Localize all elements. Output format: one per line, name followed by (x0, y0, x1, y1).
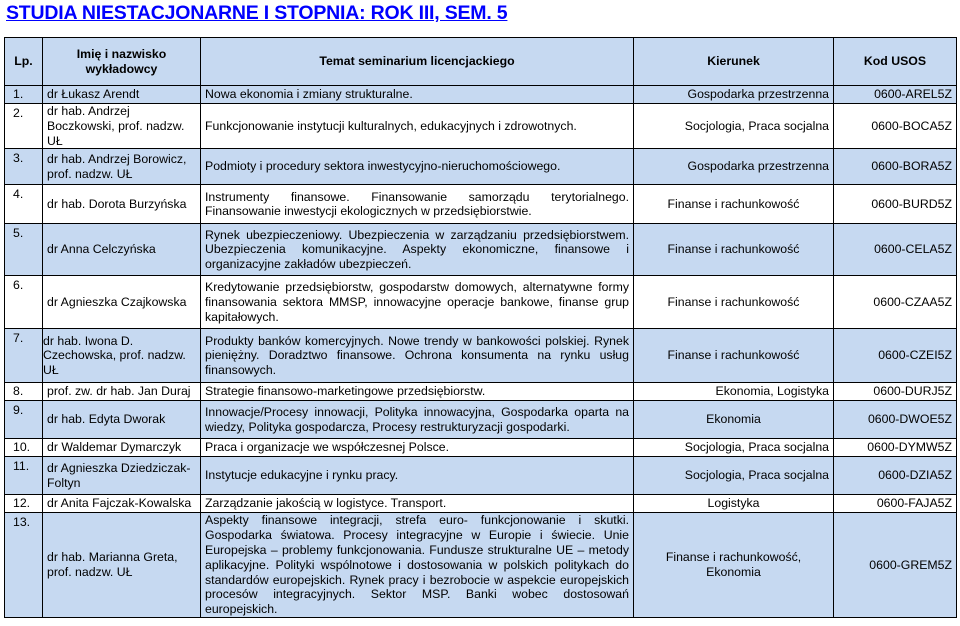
row-lecturer: dr hab. Marianna Greta, prof. nadzw. UŁ (43, 513, 201, 618)
row-lp: 12. (5, 495, 43, 513)
row-lecturer: dr Anna Celczyńska (43, 224, 201, 276)
row-lp: 6. (5, 276, 43, 329)
row-lecturer: dr Anita Fajczak-Kowalska (43, 495, 201, 513)
row-lp: 5. (5, 224, 43, 276)
row-topic: Strategie finansowo-marketingowe przedsiębiorstw. (201, 383, 634, 401)
row-field: Finanse i rachunkowość (634, 185, 834, 224)
row-field: Logistyka (634, 495, 834, 513)
table-row (5, 495, 957, 513)
header-topic: Temat seminarium licencjackiego (201, 38, 634, 86)
row-lecturer: dr Łukasz Arendt (43, 86, 201, 104)
row-field: Socjologia, Praca socjalna (634, 104, 834, 149)
row-code: 0600-AREL5Z (834, 86, 957, 104)
row-code: 0600-BOCA5Z (834, 104, 957, 149)
row-topic: Podmioty i procedury sektora inwestycyjno-nieruchomościowego. (201, 149, 634, 185)
row-field: Finanse i rachunkowość, Ekonomia (634, 513, 834, 618)
seminar-table (4, 37, 957, 618)
page-title: STUDIA NIESTACJONARNE I STOPNIA: ROK III, SEM. 5 (6, 2, 508, 24)
row-lecturer: dr Agnieszka Dziedziczak-Foltyn (43, 457, 201, 495)
table-row (5, 149, 957, 185)
row-topic: Praca i organizacje we współczesnej Polsce. (201, 439, 634, 457)
row-topic: Produkty banków komercyjnych. Nowe trendy w bankowości polskiej. Rynek pieniężny. Doradztwo finansowe. Ochrona konsumenta na rynku usług finansowych. (201, 329, 634, 383)
table-row (5, 513, 957, 618)
row-topic: Nowa ekonomia i zmiany strukturalne. (201, 86, 634, 104)
row-lecturer: dr hab. Andrzej Borowicz, prof. nadzw. UŁ (43, 149, 201, 185)
row-lp: 2. (5, 104, 43, 149)
row-lp: 9. (5, 401, 43, 439)
row-code: 0600-CZEI5Z (834, 329, 957, 383)
row-code: 0600-BORA5Z (834, 149, 957, 185)
row-code: 0600-DURJ5Z (834, 383, 957, 401)
row-lecturer: dr hab. Dorota Burzyńska (43, 185, 201, 224)
table-row (5, 457, 957, 495)
header-lp: Lp. (5, 38, 43, 86)
row-code: 0600-GREM5Z (834, 513, 957, 618)
row-lecturer: dr hab. Iwona D. Czechowska, prof. nadzw. UŁ (43, 329, 201, 383)
table-row (5, 104, 957, 149)
row-field: Gospodarka przestrzenna (634, 149, 834, 185)
row-topic: Rynek ubezpieczeniowy. Ubezpieczenia w zarządzaniu przedsiębiorstwem. Ubezpieczenia komunikacyjne. Aspekty ekonomiczne, finansowe i organizacyjne zakładów ubezpieczeń. (201, 224, 634, 276)
row-lecturer: prof. zw. dr hab. Jan Duraj (43, 383, 201, 401)
row-lp: 4. (5, 185, 43, 224)
row-code: 0600-FAJA5Z (834, 495, 957, 513)
row-field: Socjologia, Praca socjalna (634, 457, 834, 495)
row-lecturer: dr Agnieszka Czajkowska (43, 276, 201, 329)
row-field: Ekonomia, Logistyka (634, 383, 834, 401)
table-row (5, 86, 957, 104)
row-lp: 13. (5, 513, 43, 618)
table-header-row (5, 38, 957, 86)
row-topic: Aspekty finansowe integracji, strefa euro- funkcjonowanie i skutki. Gospodarka światowa. Procesy integracyjne w Europie i świecie. Unie Europejska – problemy funkcjonowania. Fundusze strukturalne UE – metody aplikacyjne. Polityki wspólnotowe i dostosowania w polskich politykach do standardów europejskich. Rynek pracy i bezrobocie w aspekcie europejskich procesów integracyjnych. Sektor MSP. Banki wobec dostosowań europejskich. (201, 513, 634, 618)
row-field: Gospodarka przestrzenna (634, 86, 834, 104)
table-row (5, 439, 957, 457)
row-topic: Kredytowanie przedsiębiorstw, gospodarstw domowych, alternatywne formy finansowania sektora MMSP, innowacyjne operacje bankowe, finanse grup kapitałowych. (201, 276, 634, 329)
row-field: Ekonomia (634, 401, 834, 439)
row-topic: Innowacje/Procesy innowacji, Polityka innowacyjna, Gospodarka oparta na wiedzy, Polityka gospodarcza, Procesy restrukturyzacji gospodarki. (201, 401, 634, 439)
row-lecturer: dr hab. Andrzej Boczkowski, prof. nadzw. UŁ (43, 104, 201, 149)
row-topic: Zarządzanie jakością w logistyce. Transport. (201, 495, 634, 513)
table-row (5, 329, 957, 383)
row-code: 0600-BURD5Z (834, 185, 957, 224)
row-field: Finanse i rachunkowość (634, 329, 834, 383)
header-field: Kierunek (634, 38, 834, 86)
table-row (5, 276, 957, 329)
header-lecturer: Imię i nazwisko wykładowcy (43, 38, 201, 86)
row-code: 0600-DWOE5Z (834, 401, 957, 439)
row-topic: Instrumenty finansowe. Finansowanie samorządu terytorialnego. Finansowanie inwestycji ekologicznych w przedsiębiorstwie. (201, 185, 634, 224)
table-row (5, 383, 957, 401)
row-lp: 8. (5, 383, 43, 401)
row-topic: Instytucje edukacyjne i rynku pracy. (201, 457, 634, 495)
row-lp: 11. (5, 457, 43, 495)
row-code: 0600-DYMW5Z (834, 439, 957, 457)
row-field: Finanse i rachunkowość (634, 224, 834, 276)
row-lp: 7. (5, 329, 43, 383)
row-field: Socjologia, Praca socjalna (634, 439, 834, 457)
row-code: 0600-CELA5Z (834, 224, 957, 276)
row-topic: Funkcjonowanie instytucji kulturalnych, edukacyjnych i zdrowotnych. (201, 104, 634, 149)
row-lp: 3. (5, 149, 43, 185)
row-lp: 1. (5, 86, 43, 104)
row-lecturer: dr Waldemar Dymarczyk (43, 439, 201, 457)
row-code: 0600-DZIA5Z (834, 457, 957, 495)
row-lecturer: dr hab. Edyta Dworak (43, 401, 201, 439)
table-row (5, 185, 957, 224)
header-code: Kod USOS (834, 38, 957, 86)
row-code: 0600-CZAA5Z (834, 276, 957, 329)
table-row (5, 401, 957, 439)
row-field: Finanse i rachunkowość (634, 276, 834, 329)
row-lp: 10. (5, 439, 43, 457)
table-row (5, 224, 957, 276)
